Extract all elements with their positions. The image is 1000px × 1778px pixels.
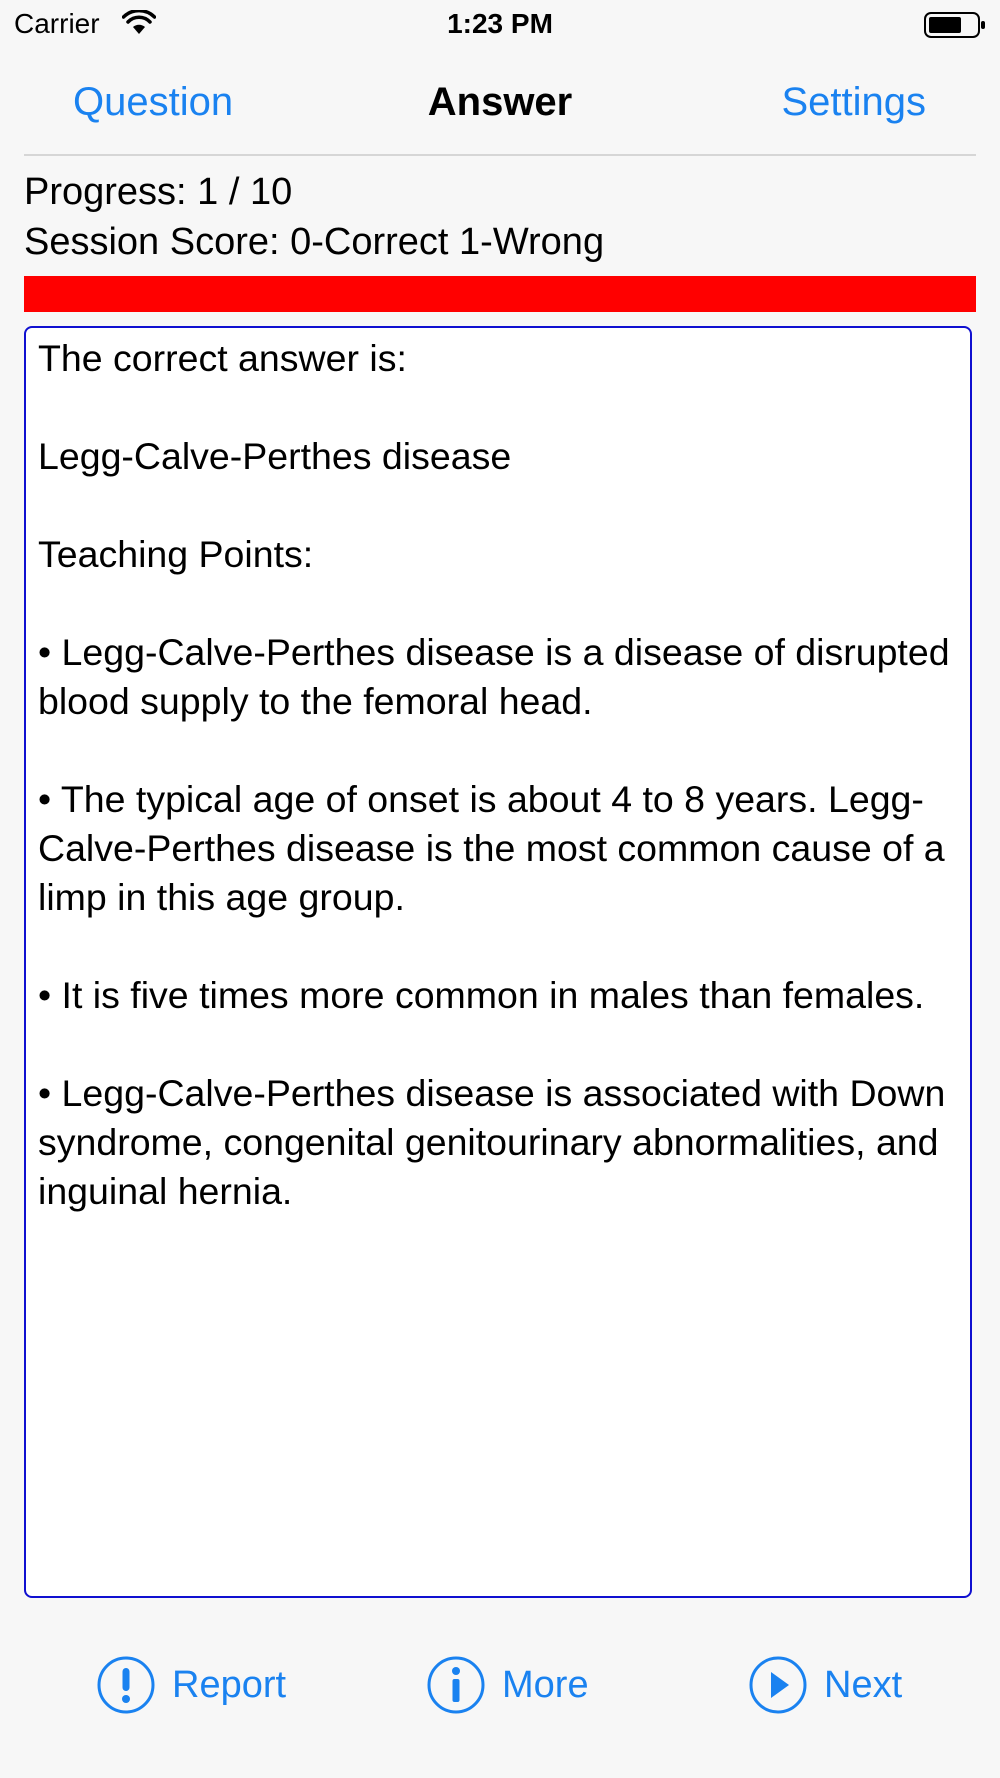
score-bar bbox=[24, 276, 976, 312]
more-button[interactable] bbox=[426, 1650, 589, 1720]
teaching-point: • It is five times more common in males than females. bbox=[38, 974, 925, 1016]
page-title: Answer bbox=[427, 80, 573, 124]
answer-intro: The correct answer is: bbox=[38, 337, 407, 379]
score-bar-wrong-fill bbox=[24, 276, 976, 312]
carrier-label: Carrier bbox=[14, 8, 100, 39]
teaching-point: • The typical age of onset is about 4 to 8 years. Legg-Calve-Perthes disease is the most common cause of a limp in this age group. bbox=[38, 778, 945, 918]
correct-answer: Legg-Calve-Perthes disease bbox=[38, 435, 512, 477]
bottom-toolbar bbox=[0, 1650, 1000, 1720]
navigation-bar bbox=[24, 56, 976, 156]
question-tab-button[interactable]: Question bbox=[73, 80, 234, 124]
progress-label: Progress: 1 / 10 bbox=[24, 171, 293, 213]
report-button[interactable] bbox=[96, 1650, 286, 1720]
play-circle-icon bbox=[748, 1655, 808, 1715]
teaching-points-heading: Teaching Points: bbox=[38, 533, 314, 575]
battery-icon bbox=[924, 11, 986, 39]
teaching-point: • Legg-Calve-Perthes disease is associated with Down syndrome, congenital genitourinary abnormalities, and inguinal hernia. bbox=[38, 1072, 946, 1212]
report-label: Report bbox=[172, 1663, 287, 1706]
more-label: More bbox=[502, 1663, 589, 1706]
settings-button[interactable]: Settings bbox=[781, 80, 926, 124]
next-button[interactable] bbox=[748, 1650, 902, 1720]
status-bar bbox=[0, 0, 1000, 50]
next-label: Next bbox=[824, 1663, 903, 1706]
teaching-point: • Legg-Calve-Perthes disease is a disease of disrupted blood supply to the femoral head. bbox=[38, 631, 950, 722]
status-time: 1:23 PM bbox=[447, 8, 553, 39]
info-circle-icon bbox=[426, 1655, 486, 1715]
exclamation-circle-icon bbox=[96, 1655, 156, 1715]
session-score-label: Session Score: 0-Correct 1-Wrong bbox=[24, 221, 605, 263]
answer-text-box[interactable] bbox=[24, 326, 972, 1598]
